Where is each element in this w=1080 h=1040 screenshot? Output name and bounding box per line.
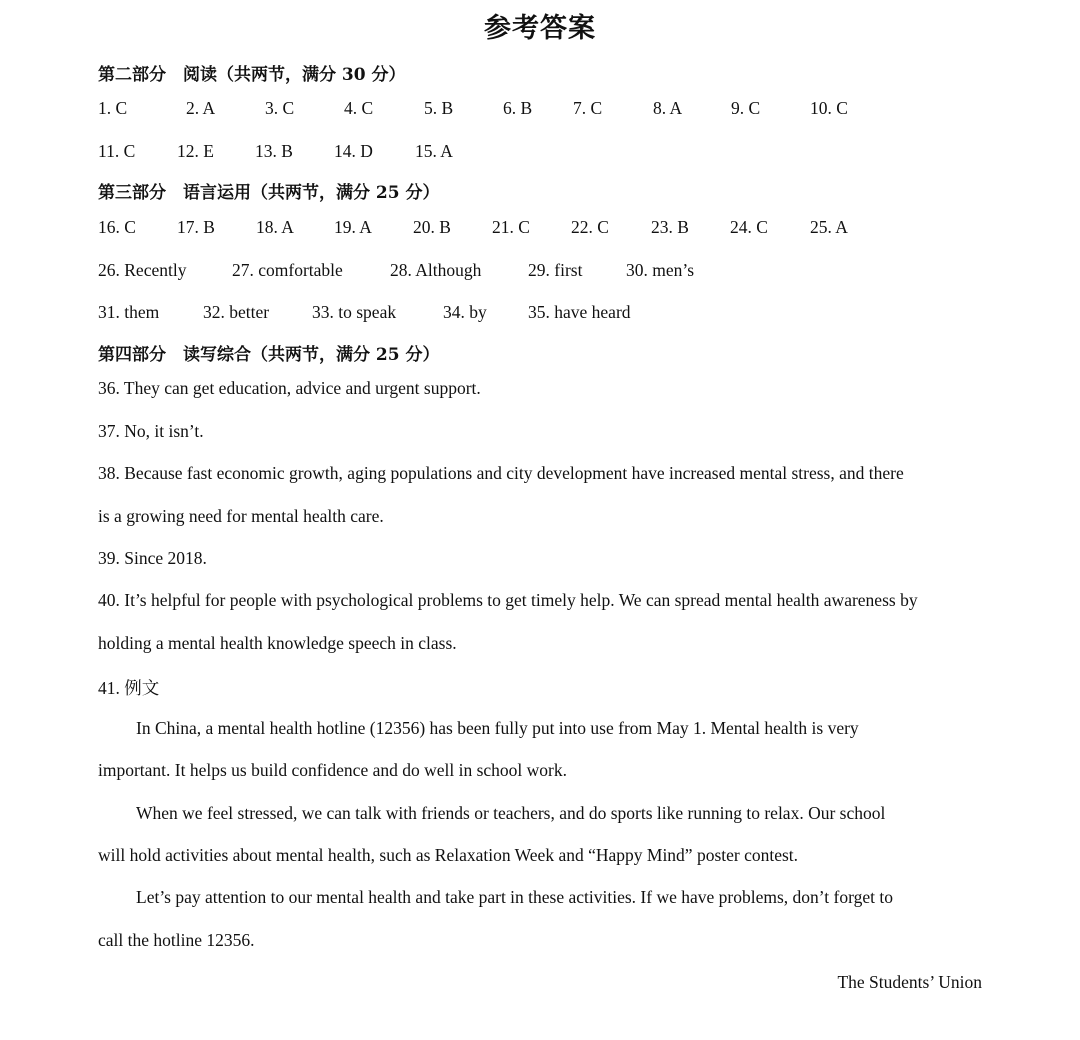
section-heading-part4: 第四部分 读写综合（共两节，满分 25 分） <box>98 345 440 365</box>
answer-item: 24. C <box>730 217 768 237</box>
answer-item: 26. Recently <box>98 260 187 280</box>
answer-item: 14. D <box>334 141 373 161</box>
answer-item: 11. C <box>98 141 136 161</box>
answer-item: 18. A <box>256 217 294 237</box>
answer-item: 2. A <box>186 98 216 118</box>
answer-item: 23. B <box>651 217 689 237</box>
answer-item: 30. men’s <box>626 260 695 280</box>
answer-item: 25. A <box>810 217 848 237</box>
answer-item: 28. Although <box>390 260 482 280</box>
essay-line: will hold activities about mental health, such as Relaxation Week and “Happy Mind” poster contest. <box>98 845 799 865</box>
answer-item: 4. C <box>344 98 374 118</box>
answer-item: 19. A <box>334 217 372 237</box>
essay-line: In China, a mental health hotline (12356) has been fully put into use from May 1. Mental health is very <box>136 718 859 738</box>
page-title: 参考答案 <box>484 13 596 44</box>
answer-item: 9. C <box>731 98 761 118</box>
essay-line: Let’s pay attention to our mental health and take part in these activities. If we have problems, don’t forget to <box>136 887 893 907</box>
answer-item: 22. C <box>571 217 609 237</box>
answer-item: 20. B <box>413 217 451 237</box>
answer-item: 34. by <box>443 302 487 322</box>
answer-item: 5. B <box>424 98 454 118</box>
answer-item: 10. C <box>810 98 848 118</box>
answer-item: 7. C <box>573 98 603 118</box>
answer-item: 29. first <box>528 260 583 280</box>
answer-item: 8. A <box>653 98 683 118</box>
answer-item: 15. A <box>415 141 453 161</box>
answer-line: 37. No, it isn’t. <box>98 421 204 441</box>
answer-item: 35. have heard <box>528 302 631 322</box>
essay-line: important. It helps us build confidence and do well in school work. <box>98 760 568 780</box>
answer-item: 33. to speak <box>312 302 397 322</box>
answer-item: 27. comfortable <box>232 260 343 280</box>
answer-item: 3. C <box>265 98 295 118</box>
answer-item: 6. B <box>503 98 533 118</box>
answer-line: holding a mental health knowledge speech in class. <box>98 633 457 653</box>
answer-item: 32. better <box>203 302 270 322</box>
answer-item: 12. E <box>177 141 214 161</box>
answer-item: 16. C <box>98 217 136 237</box>
answer-item: 13. B <box>255 141 293 161</box>
answer-item: 17. B <box>177 217 215 237</box>
answer-item: 21. C <box>492 217 530 237</box>
answer-item: 1. C <box>98 98 128 118</box>
answer-line: 40. It’s helpful for people with psychological problems to get timely help. We can spread mental health awareness by <box>98 590 918 610</box>
answer-line: 36. They can get education, advice and urgent support. <box>98 378 481 398</box>
section-heading-part2: 第二部分 阅读（共两节，满分 30 分） <box>98 65 406 85</box>
essay-line: call the hotline 12356. <box>98 930 255 950</box>
answer-item: 31. them <box>98 302 160 322</box>
answer-line: is a growing need for mental health care. <box>98 506 384 526</box>
essay-line: When we feel stressed, we can talk with friends or teachers, and do sports like running to relax. Our school <box>136 803 886 823</box>
answer-line: 39. Since 2018. <box>98 548 207 568</box>
essay-label: 41. 例文 <box>98 678 160 698</box>
section-heading-part3: 第三部分 语言运用（共两节，满分 25 分） <box>98 183 440 203</box>
answer-line: 38. Because fast economic growth, aging populations and city development have increased mental stress, and there <box>98 463 904 483</box>
signature: The Students’ Union <box>837 972 982 992</box>
